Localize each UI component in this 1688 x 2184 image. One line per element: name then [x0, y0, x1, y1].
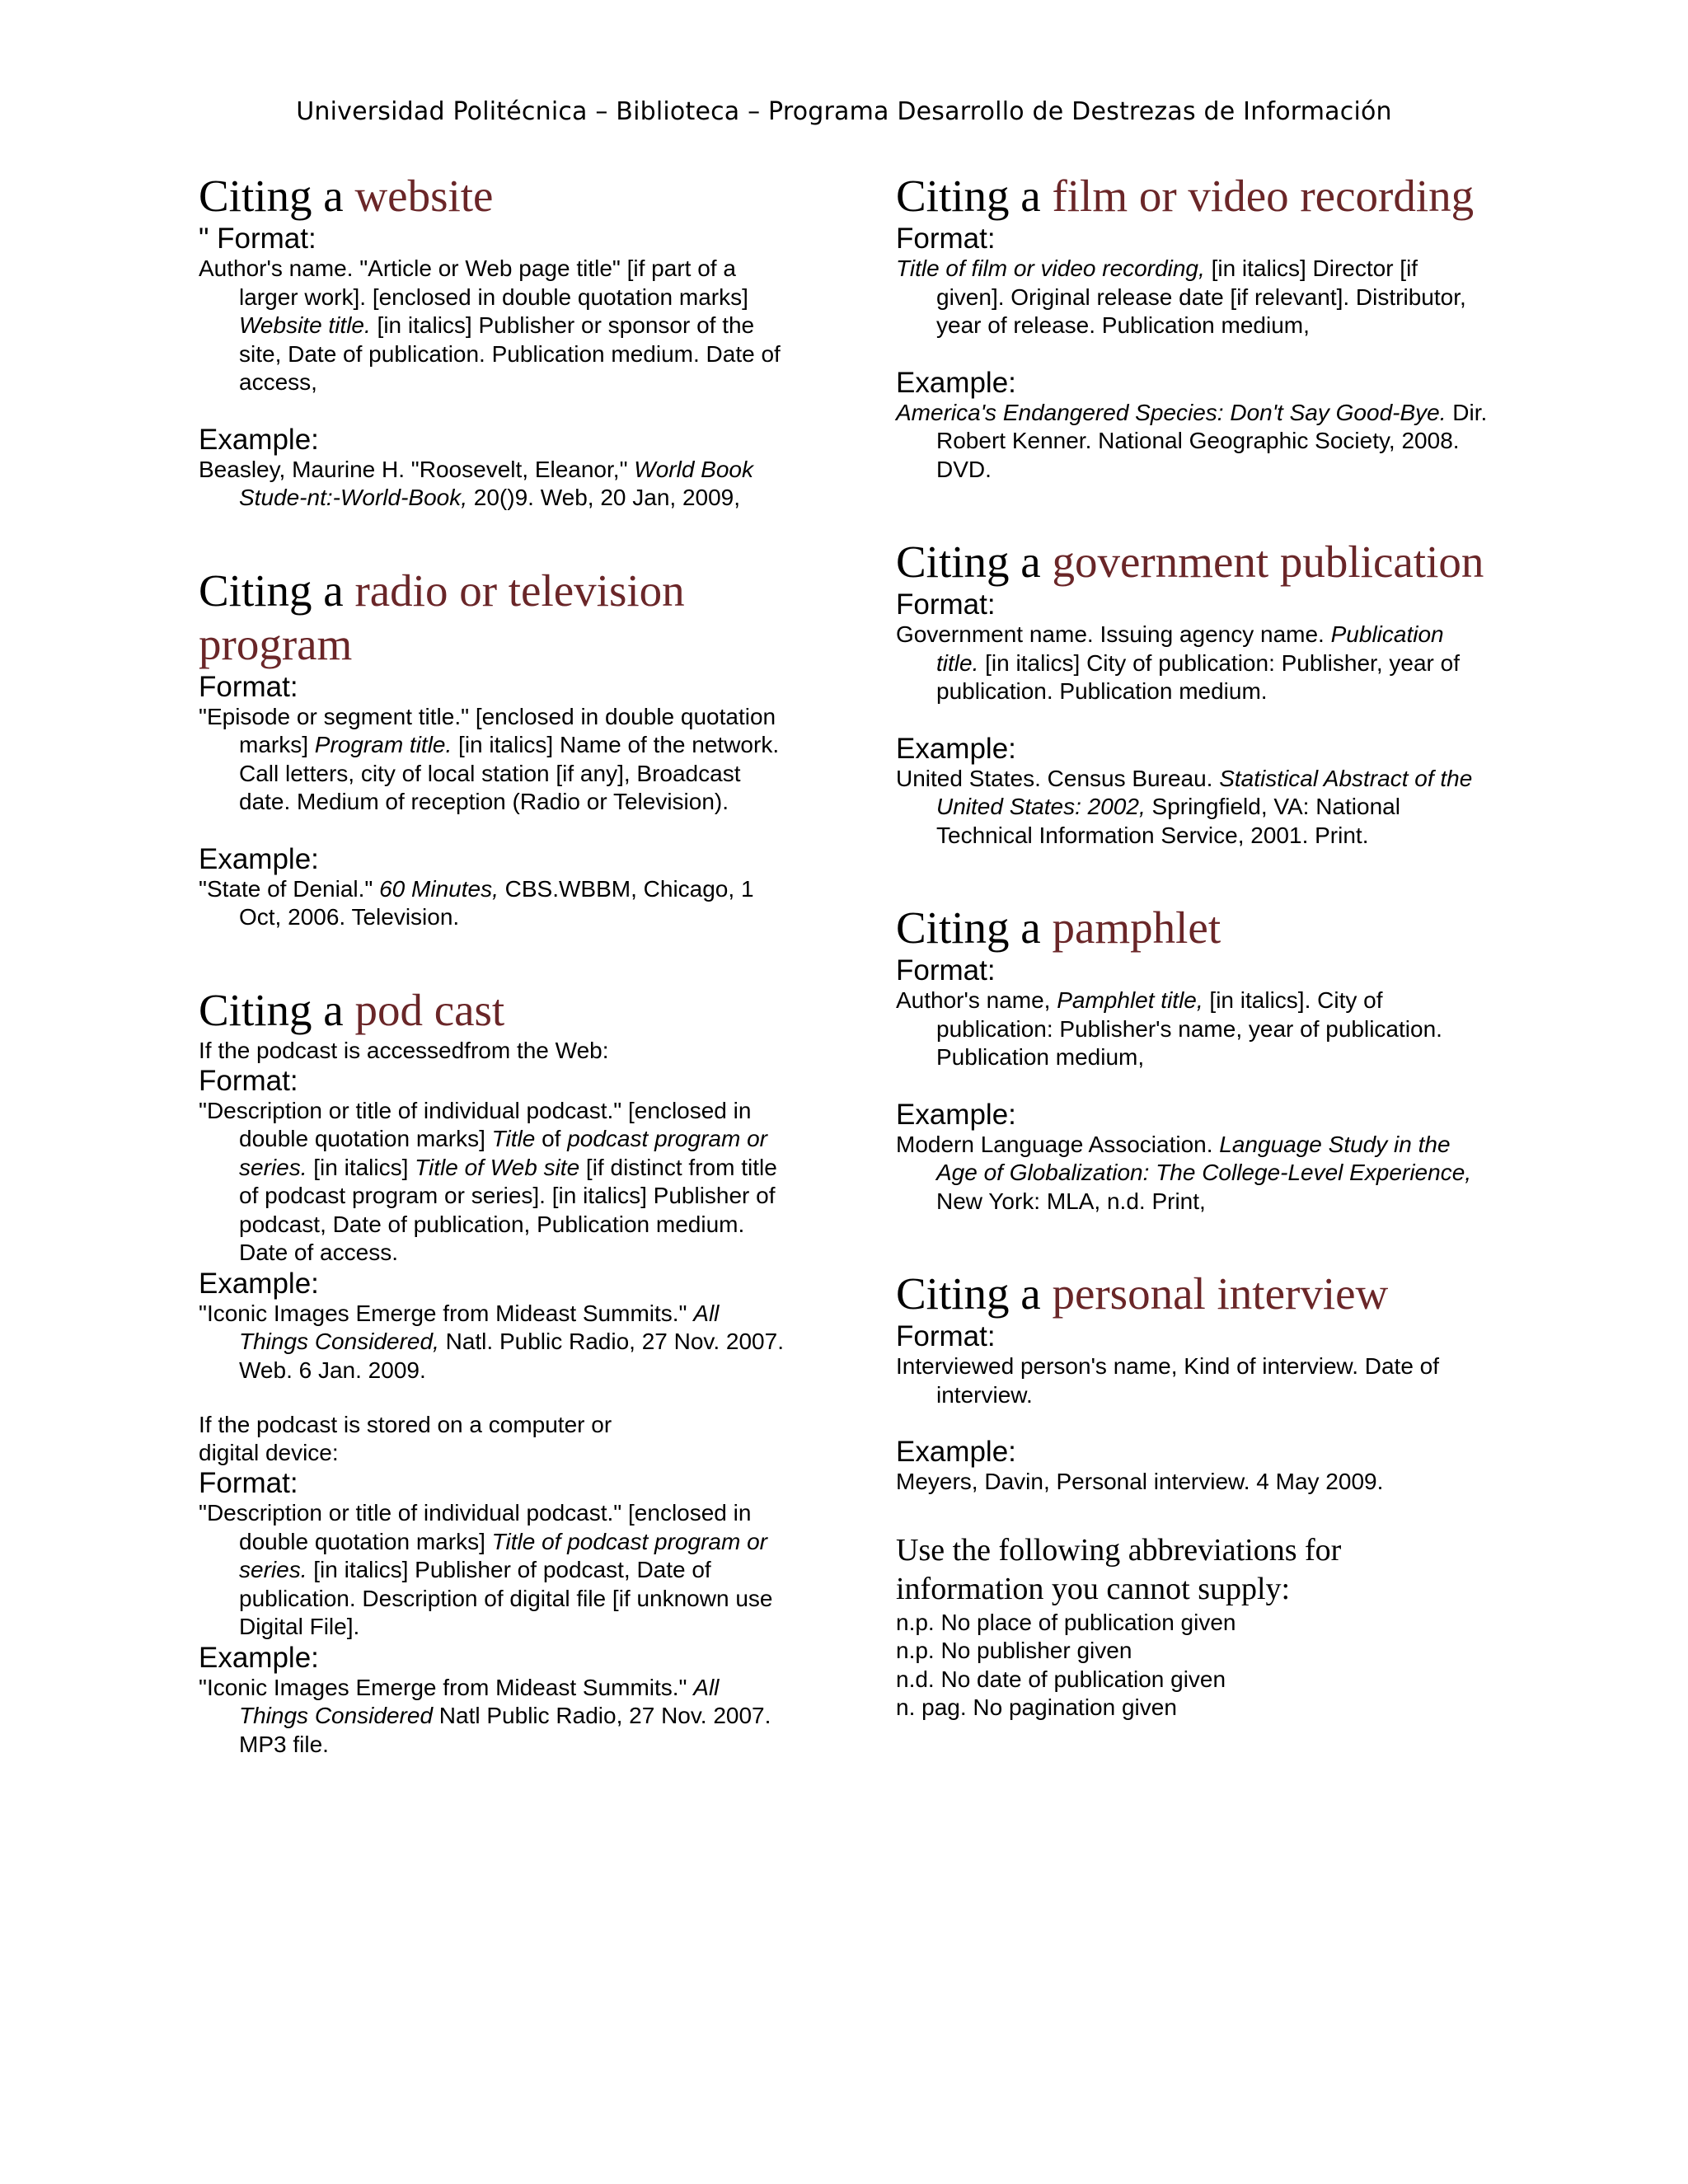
title-accent: government publication: [1052, 537, 1484, 587]
abbreviation-item: n.d. No date of publication given: [896, 1666, 1226, 1692]
section-pamphlet: [896, 901, 1489, 1216]
section-title: Citing a film or video recording: [896, 171, 1475, 221]
format-entry: Author's name, Pamphlet title, [in italics]. City of publication: Publisher's name, year of publication. Publication medium,: [896, 987, 1442, 1070]
example-entry: Modern Language Association. Language Study in the Age of Globalization: The College-Level Experience, New York: MLA, n.d. Print,: [896, 1131, 1472, 1214]
title-accent: website: [354, 171, 494, 221]
format-entry: Government name. Issuing agency name. Publication title. [in italics] City of publication: Publisher, year of publication. Publication medium.: [896, 621, 1460, 704]
title-accent: personal interview: [1052, 1268, 1389, 1319]
abbreviation-item: n. pag. No pagination given: [896, 1694, 1177, 1720]
format-label: Format:: [199, 670, 298, 703]
format-label: Format:: [896, 1320, 996, 1352]
abbreviation-item: n.p. No place of publication given: [896, 1609, 1236, 1635]
section-title: Citing a pamphlet: [896, 902, 1221, 953]
example-label: Example:: [896, 732, 1016, 765]
example-label-2: Example:: [199, 1641, 319, 1674]
section-interview: [896, 1267, 1489, 1497]
podcast-device-note: If the podcast is stored on a computer or digital device:: [199, 1412, 612, 1465]
section-title: Citing a government publication: [896, 537, 1484, 587]
format-label-2: Format:: [199, 1467, 298, 1499]
example-entry: Meyers, Davin, Personal interview. 4 May 2009.: [896, 1469, 1384, 1494]
page-header: Universidad Politécnica – Biblioteca – Programa Desarrollo de Destrezas de Información: [296, 97, 1392, 126]
section-title: Citing a pod cast: [199, 984, 505, 1035]
title-accent: pod cast: [354, 984, 505, 1035]
example-entry: United States. Census Bureau. Statistical Abstract of the United States: 2002, Springfield, VA: National Technical Information Service, 2001. Print.: [896, 765, 1473, 848]
section-title: Citing a website: [199, 171, 494, 221]
example-label: Example:: [896, 366, 1016, 399]
format-label: Format:: [199, 1064, 298, 1097]
example-entry: "State of Denial." 60 Minutes, CBS.WBBM, Chicago, 1 Oct, 2006. Television.: [199, 875, 754, 930]
format-entry: "Description or title of individual podcast." [enclosed in double quotation marks] Title of podcast program or series. [in italics] Title of Web site [if distinct from title of podcast program or series]. [in italics] Publisher of podcast, Date of publication, Publication medium. Date of access.: [199, 1097, 777, 1265]
title-accent: radio or television program: [199, 565, 685, 669]
format-entry: Title of film or video recording, [in italics] Director [if given]. Original release date [if relevant]. Distributor, year of release. Publication medium,: [896, 255, 1466, 338]
title-accent: film or video recording: [1052, 171, 1475, 221]
format-entry: "Episode or segment title." [enclosed in double quotation marks] Program title. [in italics] Name of the network. Call letters, city of local station [if any], Broadcast date. Medium of reception (Radio or Television).: [199, 703, 780, 814]
example-label: Example:: [199, 1267, 319, 1300]
right-column: [896, 169, 1489, 1722]
section-podcast: [199, 983, 792, 1760]
format-label: Format:: [896, 223, 996, 255]
abbreviations-intro: Use the following abbreviations for information you cannot supply:: [896, 1532, 1342, 1606]
section-radio-tv: [199, 564, 792, 932]
format-label: " Format:: [199, 223, 316, 255]
podcast-web-note: If the podcast is accessedfrom the Web:: [199, 1037, 609, 1063]
section-title: Citing a radio or television program: [199, 565, 685, 669]
format-entry-2: "Description or title of individual podcast." [enclosed in double quotation marks] Title of podcast program or series. [in italics] Publisher of podcast, Date of publication. Description of digital file [if unknown use Digital File].: [199, 1500, 773, 1639]
format-entry: Author's name. "Article or Web page title" [if part of a larger work]. [enclosed in double quotation marks] Website title. [in italics] Publisher or sponsor of the site, Date of publication. Publication medium. Date of access,: [199, 255, 781, 395]
example-label: Example:: [896, 1436, 1016, 1468]
section-film: [896, 169, 1489, 484]
example-entry: America's Endangered Species: Don't Say Good-Bye. Dir. Robert Kenner. National Geographic Society, 2008. DVD.: [896, 399, 1488, 482]
example-entry: Beasley, Maurine H. "Roosevelt, Eleanor," World Book Stude-nt:-World-Book, 20()9. Web, 20 Jan, 2009,: [199, 456, 753, 510]
abbreviations-block: [896, 1531, 1489, 1722]
format-label: Format:: [896, 954, 996, 987]
section-website: [199, 169, 792, 513]
example-label: Example:: [199, 842, 319, 875]
format-entry: Interviewed person's name, Kind of interview. Date of interview.: [896, 1353, 1440, 1408]
format-label: Format:: [896, 588, 996, 621]
title-accent: pamphlet: [1052, 902, 1221, 953]
abbreviation-item: n.p. No publisher given: [896, 1638, 1132, 1663]
example-entry: "Iconic Images Emerge from Mideast Summits." All Things Considered, Natl. Public Radio, 27 Nov. 2007. Web. 6 Jan. 2009.: [199, 1300, 784, 1383]
section-government: [896, 535, 1489, 850]
left-column: [199, 169, 792, 1810]
example-label: Example:: [199, 423, 319, 456]
section-title: Citing a personal interview: [896, 1268, 1389, 1319]
example-label: Example:: [896, 1098, 1016, 1131]
example-entry-2: "Iconic Images Emerge from Mideast Summits." All Things Considered Natl Public Radio, 27 Nov. 2007. MP3 file.: [199, 1674, 771, 1757]
